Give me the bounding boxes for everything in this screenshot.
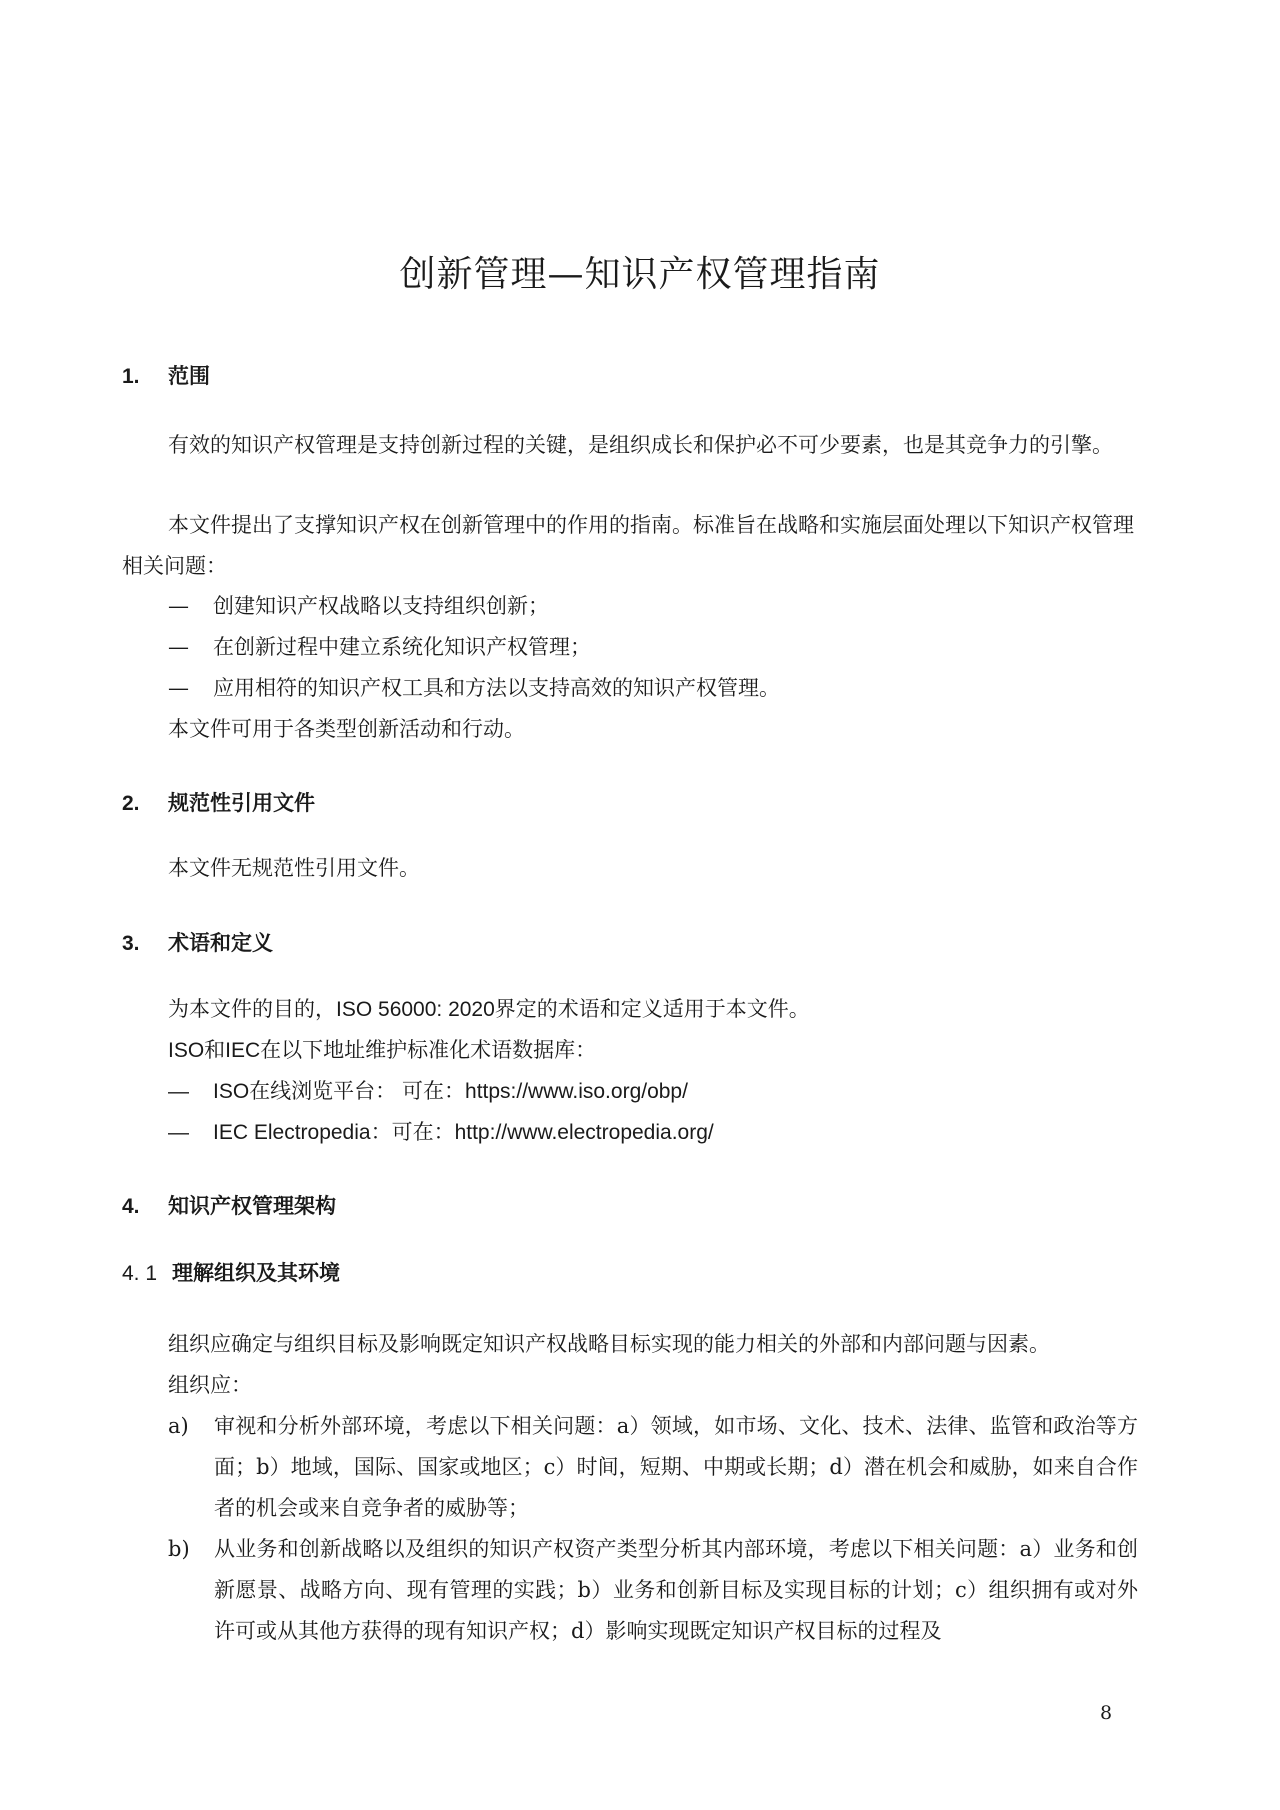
- context-paragraph-1: 组织应确定与组织目标及影响既定知识产权战略目标实现的能力相关的外部和内部问题与因素。: [168, 1332, 1050, 1356]
- dash-marker: —: [168, 1080, 189, 1103]
- dash-list-item: [168, 668, 780, 709]
- section-heading-normative-references: [122, 787, 315, 817]
- section-number: 1.: [122, 365, 140, 388]
- subsection-heading-context: [122, 1257, 340, 1287]
- lettered-list-item-a: [168, 1406, 1138, 1529]
- section-number: 4.: [122, 1195, 140, 1218]
- page-number: 8: [1100, 1702, 1113, 1724]
- list-marker: a): [168, 1414, 189, 1438]
- list-item-text: 审视和分析外部环境，考虑以下相关问题：a）领域，如市场、文化、技术、法律、监管和政治等方面；b）地域，国际、国家或地区；c）时间，短期、中期或长期；d）潜在机会和威胁，如来自合作者的机会或来自竞争者的威胁等；: [214, 1414, 1138, 1520]
- dash-list-text: 创建知识产权战略以支持组织创新；: [213, 594, 549, 618]
- section-heading-ip-framework: [122, 1190, 336, 1220]
- dash-list-item: [168, 586, 549, 627]
- lettered-list-item-b: [168, 1529, 1138, 1652]
- scope-paragraph-3: 本文件可用于各类型创新活动和行动。: [168, 717, 525, 741]
- section-heading-terms: [122, 927, 273, 957]
- scope-paragraph-2: 本文件提出了支撑知识产权在创新管理中的作用的指南。标准旨在战略和实施层面处理以下知识产权管理相关问题：: [122, 513, 1134, 578]
- section-heading-scope: [122, 360, 210, 390]
- dash-marker: —: [168, 594, 189, 618]
- section-title: 术语和定义: [168, 932, 273, 955]
- section-title: 知识产权管理架构: [168, 1195, 336, 1218]
- section-number: 3.: [122, 932, 140, 955]
- dash-list-text: IEC Electropedia：可在：http://www.electropedia.org/: [213, 1121, 714, 1144]
- terms-paragraph-1: 为本文件的目的，ISO 56000: 2020界定的术语和定义适用于本文件。: [168, 998, 810, 1021]
- list-marker: b): [168, 1537, 190, 1561]
- document-title: 创新管理—知识产权管理指南: [399, 254, 881, 295]
- subsection-number: 4. 1: [122, 1262, 158, 1285]
- terms-paragraph-2: ISO和IEC在以下地址维护标准化术语数据库：: [168, 1039, 597, 1062]
- dash-list-text: 在创新过程中建立系统化知识产权管理；: [213, 635, 591, 659]
- subsection-title: 理解组织及其环境: [172, 1262, 340, 1285]
- dash-list-text: 应用相符的知识产权工具和方法以支持高效的知识产权管理。: [213, 676, 780, 700]
- dash-list-item: [168, 1112, 714, 1153]
- dash-list-text: ISO在线浏览平台： 可在：https://www.iso.org/obp/: [213, 1080, 688, 1103]
- scope-paragraph-1: 有效的知识产权管理是支持创新过程的关键，是组织成长和保护必不可少要素，也是其竞争力的引擎。: [168, 433, 1113, 457]
- dash-marker: —: [168, 635, 189, 659]
- normative-references-paragraph: 本文件无规范性引用文件。: [168, 856, 420, 880]
- section-number: 2.: [122, 792, 140, 815]
- dash-list-item: [168, 1071, 688, 1112]
- dash-marker: —: [168, 1121, 189, 1144]
- list-item-text: 从业务和创新战略以及组织的知识产权资产类型分析其内部环境，考虑以下相关问题：a）业务和创新愿景、战略方向、现有管理的实践；b）业务和创新目标及实现目标的计划；c）组织拥有或对外许可或从其他方获得的现有知识产权；d）影响实现既定知识产权目标的过程及: [214, 1537, 1138, 1643]
- dash-marker: —: [168, 676, 189, 700]
- section-title: 范围: [168, 365, 210, 388]
- section-title: 规范性引用文件: [168, 792, 315, 815]
- dash-list-item: [168, 627, 591, 668]
- context-paragraph-2: 组织应：: [168, 1373, 252, 1397]
